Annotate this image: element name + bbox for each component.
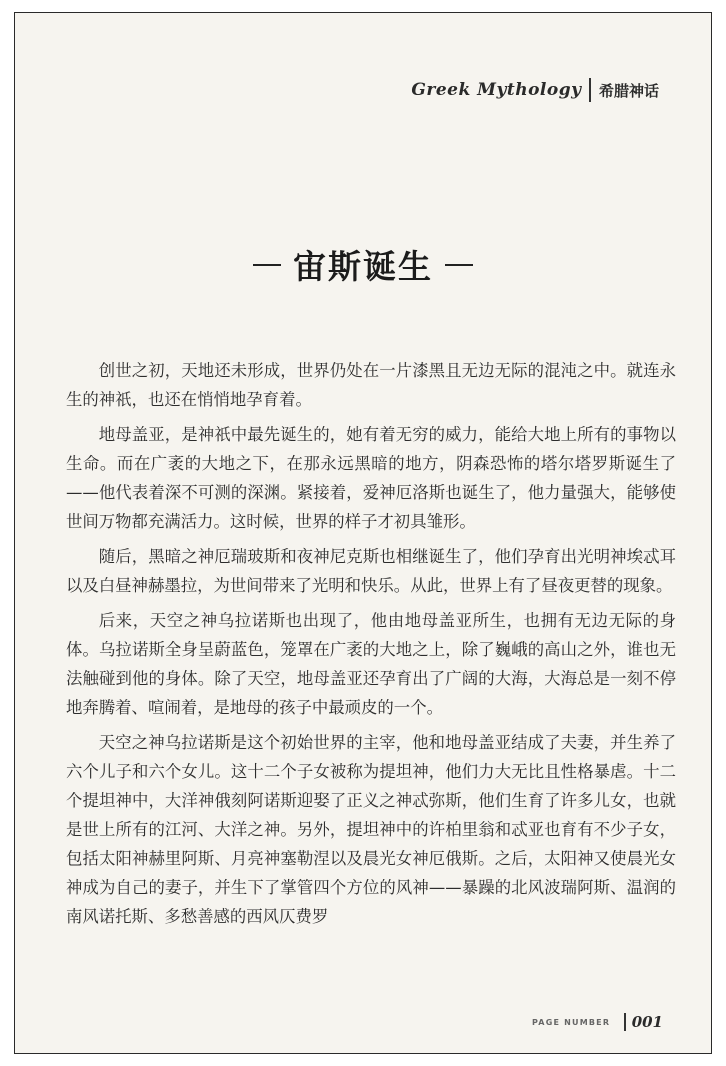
title-dash-left xyxy=(253,264,281,266)
chapter-title: 宙斯诞生 xyxy=(293,247,433,286)
footer-divider xyxy=(624,1013,626,1031)
paragraph: 随后，黑暗之神厄瑞玻斯和夜神尼克斯也相继诞生了，他们孕育出光明神埃忒耳以及白昼神赫墨拉，为世间带来了光明和快乐。从此，世界上有了昼夜更替的现象。 xyxy=(66,547,676,595)
chapter-title-row xyxy=(15,241,711,288)
page-number: 001 xyxy=(631,1013,663,1031)
paragraph: 地母盖亚，是神祇中最先诞生的，她有着无穷的威力，能给大地上所有的事物以生命。而在广袤的大地之下，在那永远黑暗的地方，阴森恐怖的塔尔塔罗斯诞生了——他代表着深不可测的深渊。紧接着，爱神厄洛斯也诞生了，他力量强大，能够使世间万物都充满活力。这时候，世界的样子才初具雏形。 xyxy=(66,425,676,531)
body-text xyxy=(66,356,676,937)
running-header xyxy=(411,75,659,105)
header-divider xyxy=(589,78,591,102)
title-dash-right xyxy=(445,264,473,266)
header-english-title: Greek Mythology xyxy=(411,80,582,100)
paragraph: 天空之神乌拉诺斯是这个初始世界的主宰，他和地母盖亚结成了夫妻，并生养了六个儿子和六个女儿。这十二个子女被称为提坦神，他们力大无比且性格暴虐。十二个提坦神中，大洋神俄刻阿诺斯迎娶了正义之神忒弥斯，他们生育了许多儿女，也就是世上所有的江河、大洋之神。另外，提坦神中的许柏里翁和忒亚也育有不少子女，包括太阳神赫里阿斯、月亮神塞勒涅以及晨光女神厄俄斯。之后，太阳神又使晨光女神成为自己的妻子，并生下了掌管四个方位的风神——暴躁的北风波瑞阿斯、温润的南风诺托斯、多愁善感的西风仄费罗 xyxy=(66,733,676,926)
paragraph: 后来，天空之神乌拉诺斯也出现了，他由地母盖亚所生，也拥有无边无际的身体。乌拉诺斯全身呈蔚蓝色，笼罩在广袤的大地之上，除了巍峨的高山之外，谁也无法触碰到他的身体。除了天空，地母盖亚还孕育出了广阔的大海，大海总是一刻不停地奔腾着、喧闹着，是地母的孩子中最顽皮的一个。 xyxy=(66,611,676,717)
page-footer xyxy=(532,1013,663,1031)
header-chinese-title: 希腊神话 xyxy=(598,81,659,100)
paragraph: 创世之初，天地还未形成，世界仍处在一片漆黑且无边无际的混沌之中。就连永生的神祇，也还在悄悄地孕育着。 xyxy=(66,361,676,409)
page-number-label: PAGE NUMBER xyxy=(531,1017,611,1027)
book-page xyxy=(14,12,712,1054)
